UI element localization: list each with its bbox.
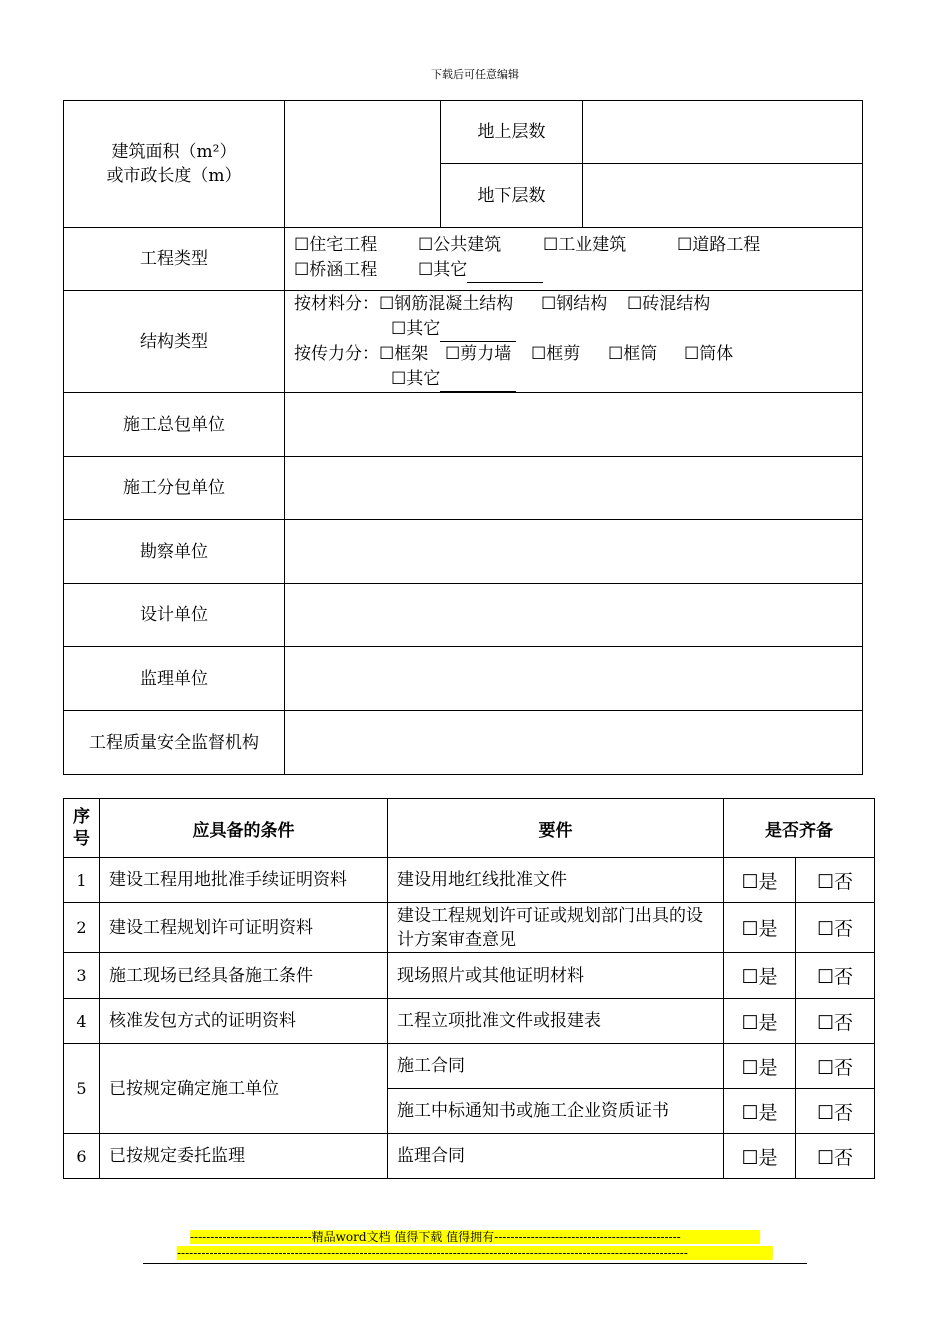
row-no: 6 (64, 1134, 100, 1179)
row-condition: 已按规定确定施工单位 (100, 1044, 388, 1134)
below-floors-label: 地下层数 (441, 164, 583, 228)
subcontractor-label: 施工分包单位 (64, 457, 285, 520)
checkbox-yes[interactable]: ☐是 (724, 858, 796, 903)
row-no: 4 (64, 999, 100, 1044)
row-document: 监理合同 (388, 1134, 724, 1179)
below-floors-value[interactable] (583, 164, 863, 228)
area-label-cell (64, 101, 285, 228)
row-no: 3 (64, 953, 100, 999)
table-row (64, 1134, 875, 1179)
row-document: 现场照片或其他证明材料 (388, 953, 724, 999)
design-unit-label: 设计单位 (64, 584, 285, 647)
row-document: 建设工程规划许可证或规划部门出具的设计方案审查意见 (388, 903, 724, 953)
other-force-blank[interactable] (440, 373, 516, 392)
checkbox-rc[interactable]: ☐钢筋混凝土结构 (379, 294, 514, 314)
row-condition: 施工现场已经具备施工条件 (100, 953, 388, 999)
structure-type-label: 结构类型 (64, 291, 285, 393)
quality-safety-agency-value[interactable] (285, 711, 863, 775)
structure-type-options (285, 291, 863, 393)
checkbox-yes[interactable]: ☐是 (724, 903, 796, 953)
row-no: 1 (64, 858, 100, 903)
checkbox-shear-wall[interactable]: ☐剪力墙 (445, 344, 512, 364)
project-info-table (63, 100, 863, 775)
project-type-options (285, 228, 863, 291)
checkbox-yes[interactable]: ☐是 (724, 1044, 796, 1089)
checkbox-other-force[interactable]: ☐其它 (391, 369, 441, 389)
supervision-unit-label: 监理单位 (64, 647, 285, 711)
quality-safety-agency-label: 工程质量安全监督机构 (64, 711, 285, 775)
row-document: 工程立项批准文件或报建表 (388, 999, 724, 1044)
conditions-table (63, 798, 875, 1179)
row-no: 2 (64, 903, 100, 953)
checkbox-frame-shear[interactable]: ☐框剪 (531, 344, 581, 364)
col-header-condition: 应具备的条件 (100, 799, 388, 858)
subcontractor-value[interactable] (285, 457, 863, 520)
area-value-cell[interactable] (285, 101, 441, 228)
project-type-label: 工程类型 (64, 228, 285, 291)
checkbox-no[interactable]: ☐否 (796, 953, 875, 999)
footer-banner: ------------------------------精品word文档 值得下载 值得拥有---------------------------------------------- (190, 1230, 760, 1244)
checkbox-other-type[interactable]: ☐其它 (418, 260, 468, 280)
checkbox-no[interactable]: ☐否 (796, 1089, 875, 1134)
checkbox-yes[interactable]: ☐是 (724, 1089, 796, 1134)
row-condition: 核准发包方式的证明资料 (100, 999, 388, 1044)
checkbox-no[interactable]: ☐否 (796, 1044, 875, 1089)
supervision-unit-value[interactable] (285, 647, 863, 711)
checkbox-road[interactable]: ☐道路工程 (677, 235, 761, 255)
checkbox-yes[interactable]: ☐是 (724, 953, 796, 999)
checkbox-yes[interactable]: ☐是 (724, 1134, 796, 1179)
table-row (64, 1044, 875, 1089)
checkbox-other-material[interactable]: ☐其它 (391, 319, 441, 339)
area-label-line2: 或市政长度（m） (106, 166, 242, 186)
above-floors-value[interactable] (583, 101, 863, 164)
footer-dash-line: ------------------------------------------------------------------------------------------------------------------------------ (177, 1246, 773, 1260)
table-row (64, 999, 875, 1044)
checkbox-frame[interactable]: ☐框架 (379, 344, 429, 364)
checkbox-no[interactable]: ☐否 (796, 858, 875, 903)
other-material-blank[interactable] (440, 323, 516, 342)
checkbox-tube[interactable]: ☐筒体 (684, 344, 734, 364)
material-prefix: 按材料分： (294, 294, 379, 314)
footer-rule (143, 1263, 807, 1264)
checkbox-yes[interactable]: ☐是 (724, 999, 796, 1044)
general-contractor-value[interactable] (285, 393, 863, 457)
survey-unit-value[interactable] (285, 520, 863, 584)
table-row (64, 858, 875, 903)
survey-unit-label: 勘察单位 (64, 520, 285, 584)
checkbox-residential[interactable]: ☐住宅工程 (294, 235, 378, 255)
row-document: 建设用地红线批准文件 (388, 858, 724, 903)
row-condition: 已按规定委托监理 (100, 1134, 388, 1179)
checkbox-frame-tube[interactable]: ☐框筒 (608, 344, 658, 364)
col-header-document: 要件 (388, 799, 724, 858)
row-document: 施工合同 (388, 1044, 724, 1089)
checkbox-bridge[interactable]: ☐桥涵工程 (294, 260, 378, 280)
page-header: 下载后可任意编辑 (431, 68, 519, 81)
table-row (64, 903, 875, 953)
design-unit-value[interactable] (285, 584, 863, 647)
row-no: 5 (64, 1044, 100, 1134)
checkbox-industrial[interactable]: ☐工业建筑 (543, 235, 627, 255)
col-header-no: 序号 (64, 799, 100, 858)
area-label-line1: 建筑面积（m²） (111, 142, 237, 162)
row-condition: 建设工程用地批准手续证明资料 (100, 858, 388, 903)
checkbox-no[interactable]: ☐否 (796, 903, 875, 953)
checkbox-public[interactable]: ☐公共建筑 (418, 235, 502, 255)
checkbox-no[interactable]: ☐否 (796, 1134, 875, 1179)
force-prefix: 按传力分： (294, 344, 379, 364)
general-contractor-label: 施工总包单位 (64, 393, 285, 457)
checkbox-masonry[interactable]: ☐砖混结构 (627, 294, 711, 314)
table-row (64, 953, 875, 999)
checkbox-steel[interactable]: ☐钢结构 (541, 294, 608, 314)
col-header-ready: 是否齐备 (724, 799, 875, 858)
row-condition: 建设工程规划许可证明资料 (100, 903, 388, 953)
row-document: 施工中标通知书或施工企业资质证书 (388, 1089, 724, 1134)
other-type-blank[interactable] (467, 264, 543, 283)
above-floors-label: 地上层数 (441, 101, 583, 164)
checkbox-no[interactable]: ☐否 (796, 999, 875, 1044)
